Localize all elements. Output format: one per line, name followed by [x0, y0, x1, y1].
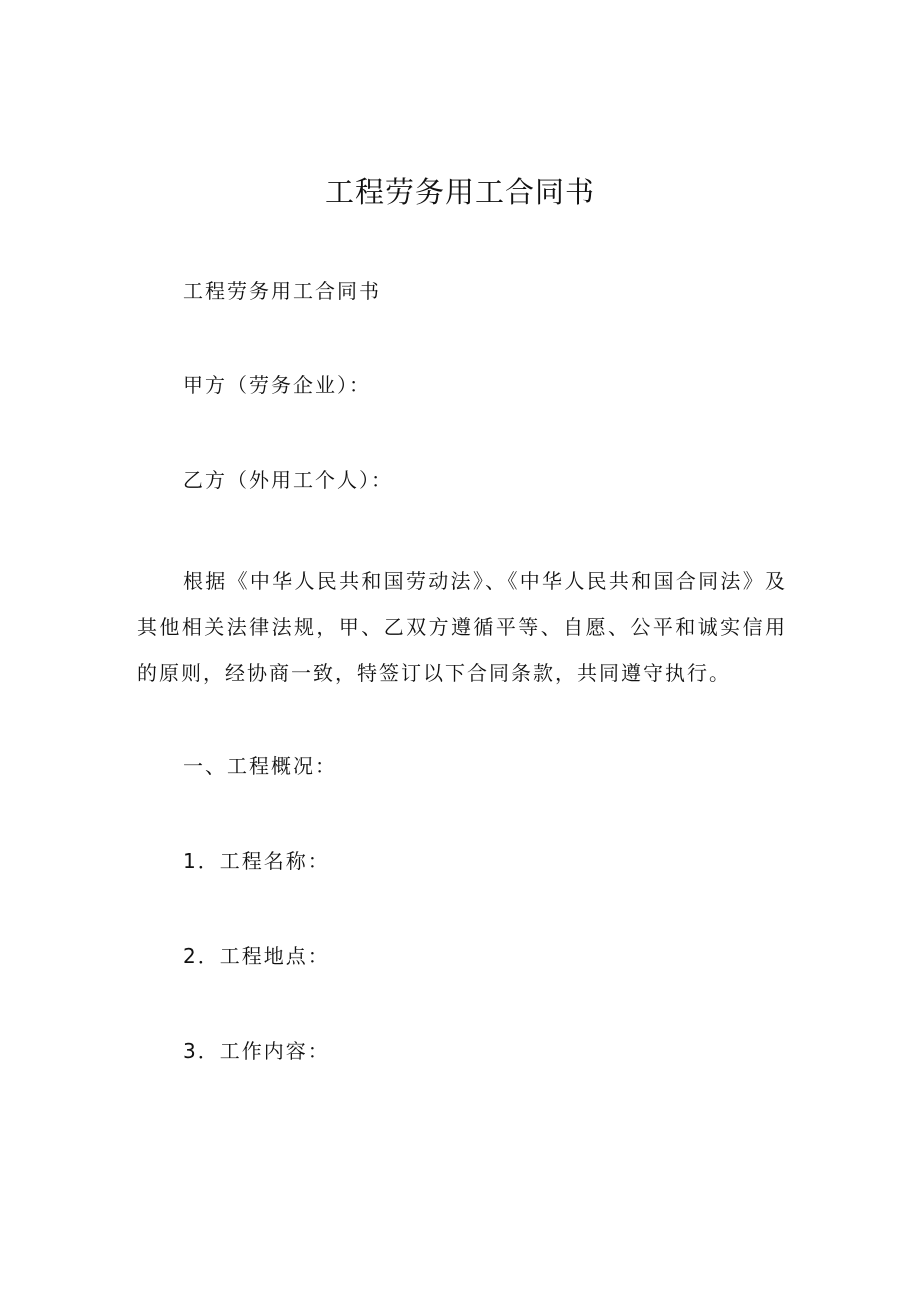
section-heading-project-overview: 一、工程概况：: [183, 754, 337, 778]
item-work-content: 3．工作内容：: [183, 1039, 330, 1063]
item-project-name: 1．工程名称：: [183, 849, 330, 873]
contract-subtitle: 工程劳务用工合同书: [183, 279, 381, 303]
preamble-paragraph: 根据《中华人民共和国劳动法》、《中华人民共和国合同法》及其他相关法律法规，甲、乙双方遵循平等、自愿、公平和诚实信用的原则，经协商一致，特签订以下合同条款，共同遵守执行。: [137, 569, 787, 685]
item-project-location: 2．工程地点：: [183, 944, 330, 968]
document-title: 工程劳务用工合同书: [324, 175, 595, 209]
party-b-line: 乙方（外用工个人）：: [183, 468, 393, 492]
party-a-line: 甲方（劳务企业）：: [183, 373, 371, 397]
